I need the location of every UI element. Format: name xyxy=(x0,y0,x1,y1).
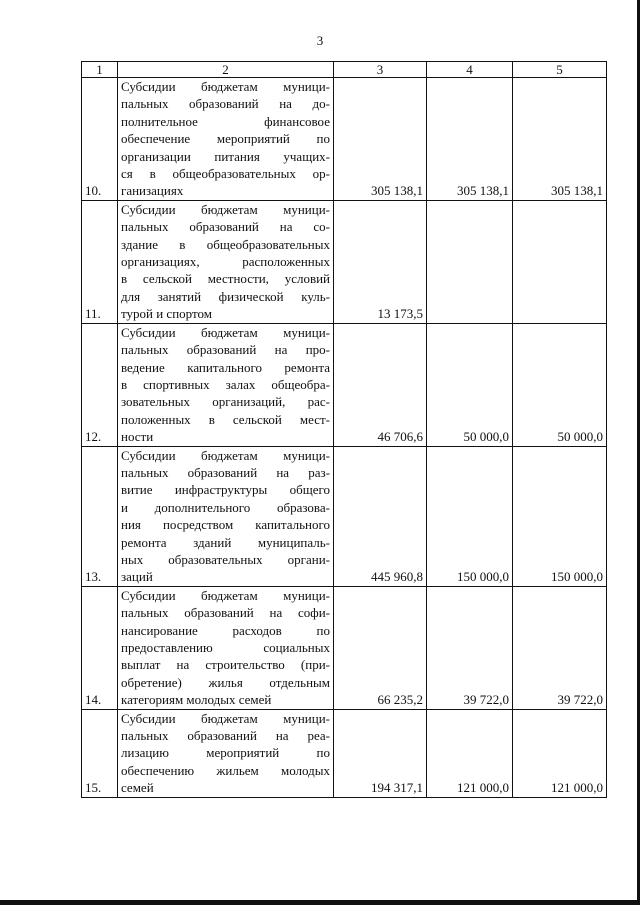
description-line: предоставлению социальных xyxy=(121,640,330,655)
description-line: ганизациях xyxy=(121,183,184,199)
description-line: Субсидии бюджетам муници- xyxy=(121,201,330,217)
description-line: полнительное финансовое xyxy=(121,113,330,129)
description-line: организациях, расположенных xyxy=(121,254,330,270)
description-line: пальных образований на софи- xyxy=(121,605,330,621)
table-header-row xyxy=(82,62,607,78)
value-col3: 305 138,1 xyxy=(334,78,427,201)
column-header: 3 xyxy=(334,62,427,78)
value-col4: 150 000,0 xyxy=(427,446,513,586)
value-col5: 150 000,0 xyxy=(513,446,607,586)
description-line: Субсидии бюджетам муници- xyxy=(121,447,330,463)
value-col4: 39 722,0 xyxy=(427,586,513,709)
value-col3: 46 706,6 xyxy=(334,323,427,446)
description-line: заций xyxy=(121,569,153,585)
description-line: турой и спортом xyxy=(121,306,212,322)
description-line: выплат на строительство (при- xyxy=(121,657,330,673)
row-number: 11. xyxy=(82,200,118,323)
description-line: ся в общеобразовательных ор- xyxy=(121,166,330,182)
value-col5: 305 138,1 xyxy=(513,78,607,201)
description-line: пальных образований на до- xyxy=(121,96,330,112)
row-number: 15. xyxy=(82,709,118,797)
value-col4: 121 000,0 xyxy=(427,709,513,797)
description-line: обеспечению жильем молодых xyxy=(121,762,330,778)
budget-table xyxy=(81,61,607,798)
table-row xyxy=(82,78,607,201)
column-header: 4 xyxy=(427,62,513,78)
description-line: категориям молодых семей xyxy=(121,692,272,708)
row-number: 12. xyxy=(82,323,118,446)
table-body xyxy=(82,78,607,798)
table-row xyxy=(82,446,607,586)
column-header: 1 xyxy=(82,62,118,78)
table-row xyxy=(82,709,607,797)
description-line: обеспечение мероприятий по xyxy=(121,131,330,147)
description-line: обретение) жилья отдельным xyxy=(121,674,330,690)
description-line: пальных образований на со- xyxy=(121,219,330,235)
description-line: ных образовательных органи- xyxy=(121,551,330,567)
value-col5 xyxy=(513,200,607,323)
description-line: пальных образований на раз- xyxy=(121,464,330,480)
column-header: 5 xyxy=(513,62,607,78)
table-row xyxy=(82,323,607,446)
row-number: 13. xyxy=(82,446,118,586)
row-number: 14. xyxy=(82,586,118,709)
page-number: 3 xyxy=(316,33,324,48)
scan-edge-bottom xyxy=(0,900,640,905)
value-col4: 305 138,1 xyxy=(427,78,513,201)
value-col3: 66 235,2 xyxy=(334,586,427,709)
description-line: Субсидии бюджетам муници- xyxy=(121,587,330,603)
table-row xyxy=(82,200,607,323)
description-line: витие инфраструктуры общего xyxy=(121,482,330,498)
description-line: лизацию мероприятий по xyxy=(121,745,330,761)
value-col5: 39 722,0 xyxy=(513,586,607,709)
row-description xyxy=(118,709,334,797)
value-col5: 121 000,0 xyxy=(513,709,607,797)
value-col4 xyxy=(427,200,513,323)
description-line: организации питания учащих- xyxy=(121,148,330,164)
row-description xyxy=(118,323,334,446)
description-line: ния посредством капитального xyxy=(121,517,330,533)
description-line: зовательных организаций, рас- xyxy=(121,394,330,410)
description-line: Субсидии бюджетам муници- xyxy=(121,324,330,340)
description-line: Субсидии бюджетам муници- xyxy=(121,79,330,94)
description-line: пальных образований на реа- xyxy=(121,728,330,744)
description-line: положенных в сельской мест- xyxy=(121,411,330,427)
description-line: для занятий физической куль- xyxy=(121,288,330,304)
description-line: ности xyxy=(121,429,154,445)
row-description xyxy=(118,586,334,709)
row-number: 10. xyxy=(82,78,118,201)
description-line: Субсидии бюджетам муници- xyxy=(121,710,330,726)
description-line: в спортивных залах общеобра- xyxy=(121,376,330,392)
description-line: ведение капитального ремонта xyxy=(121,359,330,375)
description-line: ремонта зданий муниципаль- xyxy=(121,534,330,550)
value-col3: 194 317,1 xyxy=(334,709,427,797)
row-description xyxy=(118,200,334,323)
table-row xyxy=(82,586,607,709)
column-header: 2 xyxy=(118,62,334,78)
row-description xyxy=(118,446,334,586)
value-col4: 50 000,0 xyxy=(427,323,513,446)
value-col5: 50 000,0 xyxy=(513,323,607,446)
description-line: семей xyxy=(121,780,154,796)
value-col3: 13 173,5 xyxy=(334,200,427,323)
description-line: нансирование расходов по xyxy=(121,622,330,638)
description-line: пальных образований на про- xyxy=(121,342,330,358)
description-line: здание в общеобразовательных xyxy=(121,236,330,252)
description-line: и дополнительного образова- xyxy=(121,499,330,515)
row-description xyxy=(118,78,334,201)
value-col3: 445 960,8 xyxy=(334,446,427,586)
description-line: в сельской местности, условий xyxy=(121,271,330,287)
